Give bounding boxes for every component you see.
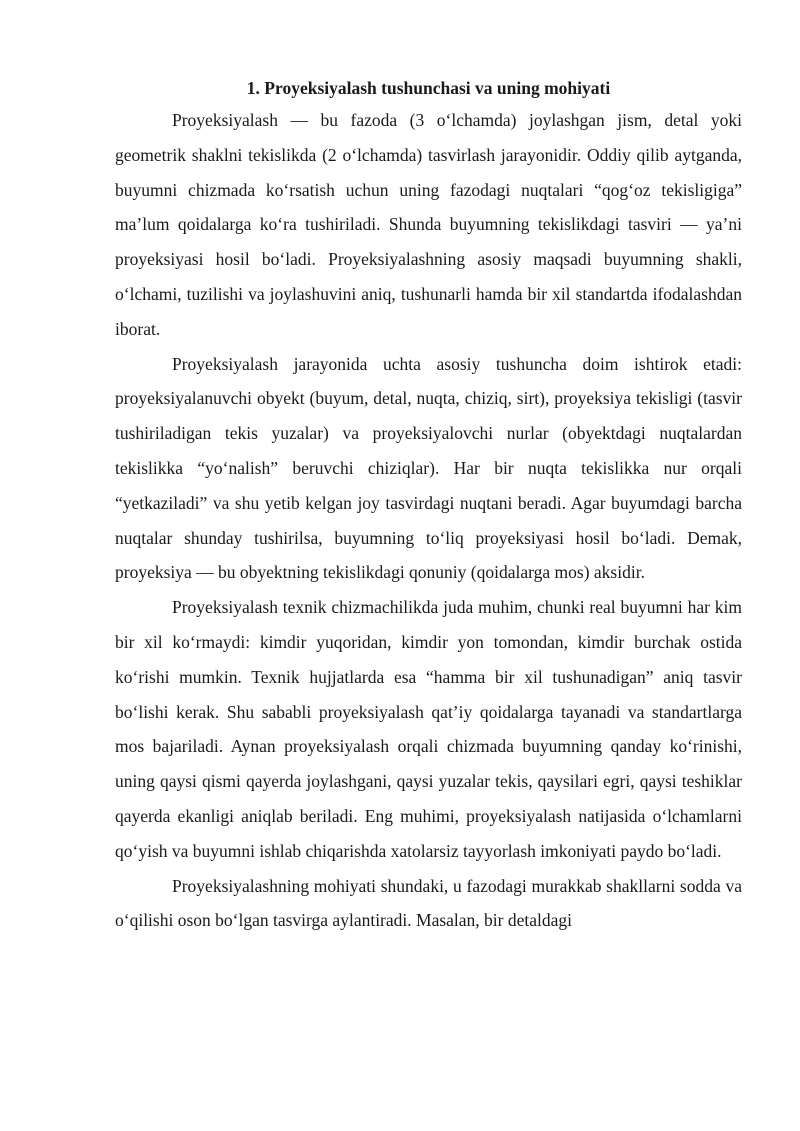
document-page <box>115 74 742 938</box>
paragraph-core-concepts: Proyeksiyalash jarayonida uchta asosiy tushuncha doim ishtirok etadi: proyeksiyalanuvchi obyekt (buyum, detal, nuqta, chiziq, sirt), proyeksiya tekisligi (tasvir tushiriladigan tekis yuzalar) va proyeksiyalovchi nurlar (obyektdagi nuqtalardan tekislikka “yo‘nalish” beruvchi chiziqlar). Har bir nuqta tekislikka nur orqali “yetkaziladi” va shu yetib kelgan joy tasvirdagi nuqtani beradi. Agar buyumdagi barcha nuqtalar shunday tushirilsa, buyumning to‘liq proyeksiyasi hosil bo‘ladi. Demak, proyeksiya — bu obyektning tekislikdagi qonuniy (qoidalarga mos) aksidir. <box>115 353 742 583</box>
section-heading: 1. Proyeksiyalash tushunchasi va uning mohiyati <box>246 78 611 98</box>
paragraph-definition: Proyeksiyalash — bu fazoda (3 o‘lchamda) joylashgan jism, detal yoki geometrik shaklni tekislikda (2 o‘lchamda) tasvirlash jarayonidir. Oddiy qilib aytganda, buyumni chizmada ko‘rsatish uchun uning fazodagi nuqtalari “qog‘oz tekisligiga” ma’lum qoidalarga ko‘ra tushiriladi. Shunda buyumning tekislikdagi tasviri — ya’ni proyeksiyasi hosil bo‘ladi. Proyeksiyalashning asosiy maqsadi buyumning shakli, o‘lchami, tuzilishi va joylashuvini aniq, tushunarli hamda bir xil standartda ifodalashdan iborat. <box>115 110 742 339</box>
paragraph-essence: Proyeksiyalashning mohiyati shundaki, u fazodagi murakkab shakllarni sodda va o‘qilishi oson bo‘lgan tasvirga aylantiradi. Masalan, bir detaldagi <box>115 875 742 931</box>
paragraph-importance: Proyeksiyalash texnik chizmachilikda juda muhim, chunki real buyumni har kim bir xil ko‘rmaydi: kimdir yuqoridan, kimdir yon tomondan, kimdir burchak ostida ko‘rishi mumkin. Texnik hujjatlarda esa “hamma bir xil tushunadigan” aniq tasvir bo‘lishi kerak. Shu sababli proyeksiyalash qat’iy qoidalarga tayanadi va standartlarga mos bajariladi. Aynan proyeksiyalash orqali chizmada buyumning qanday ko‘rinishi, uning qaysi qismi qayerda joylashgani, qaysi yuzalar tekis, qaysilari egri, qaysi teshiklar qayerda ekanligi aniqlab beriladi. Eng muhimi, proyeksiyalash natijasida o‘lchamlarni qo‘yish va buyumni ishlab chiqarishda xatolarsiz tayyorlash imkoniyati paydo bo‘ladi. <box>115 597 742 861</box>
